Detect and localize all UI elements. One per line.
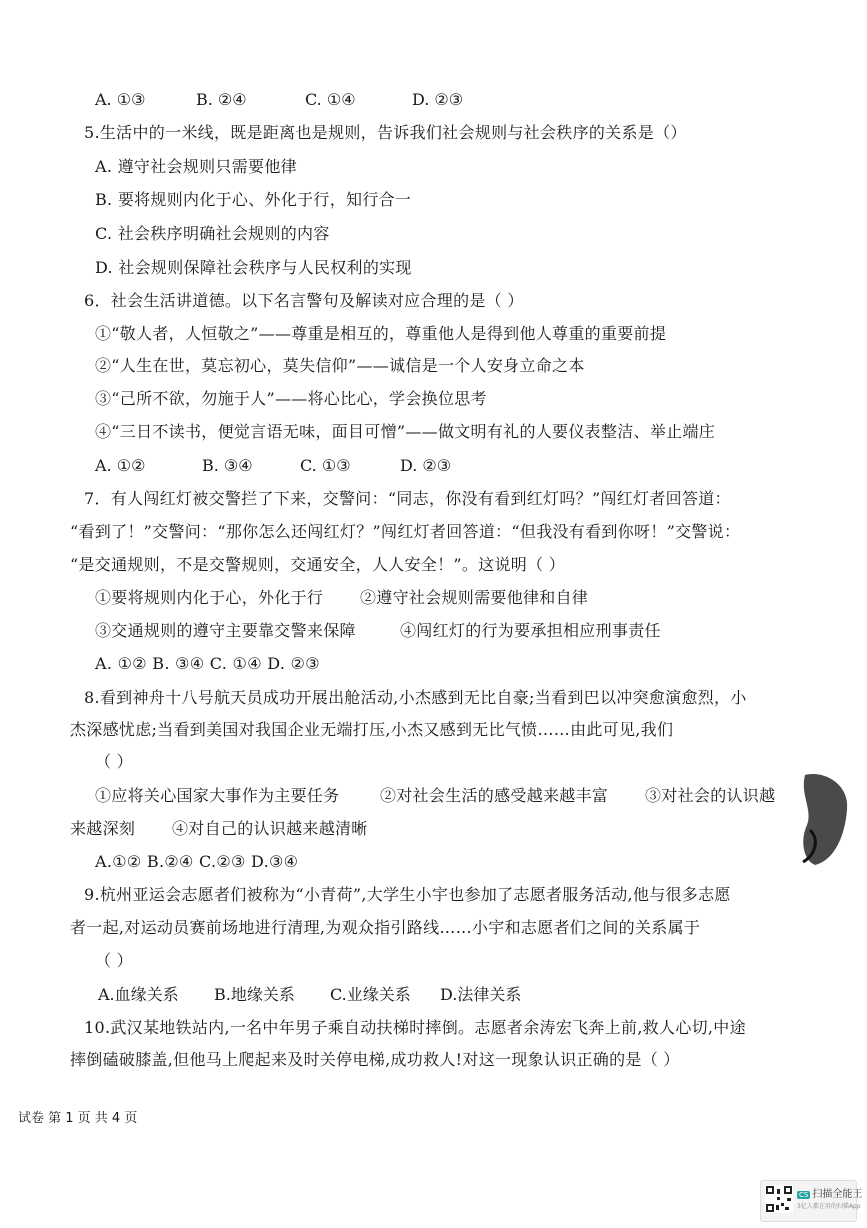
q4-option-b: B. ②④ <box>196 90 247 109</box>
q8-stem-line-2: 杰深感忧虑;当看到美国对我国企业无端打压,小杰又感到无比气愤……由此可见,我们 <box>70 720 674 739</box>
scanner-badge: CS <box>799 1191 809 1199</box>
qr-code-icon <box>765 1185 793 1213</box>
q7-item-2: ②遵守社会规则需要他律和自律 <box>360 588 589 607</box>
q9-stem-line-1: 9.杭州亚运会志愿者们被称为“小青荷”,大学生小宇也参加了志愿者服务活动,他与很多志愿 <box>84 885 731 904</box>
q9-stem-line-2: 者一起,对运动员赛前场地进行清理,为观众指引路线……小宇和志愿者们之间的关系属于 <box>70 918 701 937</box>
q8-stem-line-1: 8.看到神舟十八号航天员成功开展出舱活动,小杰感到无比自豪;当看到巴以冲突愈演愈烈，小 <box>84 688 747 707</box>
scanner-tagline: 3亿人都在用的扫描App <box>797 1203 861 1210</box>
q5-option-b: B. 要将规则内化于心、外化于行，知行合一 <box>95 190 412 209</box>
q5-stem: 5.生活中的一米线，既是距离也是规则，告诉我们社会规则与社会秩序的关系是（） <box>84 123 687 142</box>
q7-item-4: ④闯红灯的行为要承担相应刑事责任 <box>400 621 661 640</box>
q8-item-3: ③对社会的认识越 <box>645 786 776 805</box>
q5-option-c: C. 社会秩序明确社会规则的内容 <box>95 224 330 243</box>
q7-item-1: ①要将规则内化于心，外化于行 <box>95 588 324 607</box>
q9-answer-blank: （ ） <box>95 951 133 970</box>
scanner-brand-name: 扫描全能王 <box>812 1189 863 1200</box>
q8-item-1: ①应将关心国家大事作为主要任务 <box>95 786 340 805</box>
q9-option-c: C.业缘关系 <box>330 985 411 1004</box>
q8-answer-blank: （ ） <box>95 752 133 771</box>
q6-item-4: ④“三日不读书，便觉言语无味，面目可憎”——做文明有礼的人要仪表整洁、举止端庄 <box>95 422 716 441</box>
q7-options: A. ①② B. ③④ C. ①④ D. ②③ <box>95 654 320 673</box>
q7-stem-line-3: “是交通规则，不是交警规则，交通安全，人人安全！”。这说明（ ） <box>70 555 566 574</box>
q10-stem-line-2: 摔倒磕破膝盖,但他马上爬起来及时关停电梯,成功救人!对这一现象认识正确的是（ ） <box>70 1050 680 1069</box>
q8-item-4: ④对自己的认识越来越清晰 <box>172 819 368 838</box>
scanner-brand <box>797 1185 862 1200</box>
q7-stem-line-2: “看到了！”交警问：“那你怎么还闯红灯？”闯红灯者回答道：“但我没有看到你呀！”交警说： <box>70 522 741 541</box>
q8-item-3-cont: 来越深刻 <box>70 819 136 838</box>
q4-option-d: D. ②③ <box>412 90 464 109</box>
scan-smudge <box>795 770 855 870</box>
q6-option-d: D. ②③ <box>400 456 452 475</box>
q8-item-2: ②对社会生活的感受越来越丰富 <box>380 786 609 805</box>
q7-stem-line-1: 7．有人闯红灯被交警拦了下来，交警问：“同志，你没有看到红灯吗？”闯红灯者回答道： <box>84 489 731 508</box>
q6-item-1: ①“敬人者，人恒敬之”——尊重是相互的，尊重他人是得到他人尊重的重要前提 <box>95 324 667 343</box>
page-footer: 试卷 第 1 页 共 4 页 <box>18 1111 138 1126</box>
q5-option-a: A. 遵守社会规则只需要他律 <box>95 157 297 176</box>
q8-options: A.①② B.②④ C.②③ D.③④ <box>95 852 299 871</box>
q6-option-b: B. ③④ <box>202 456 253 475</box>
q7-item-3: ③交通规则的遵守主要靠交警来保障 <box>95 621 356 640</box>
q4-option-c: C. ①④ <box>305 90 356 109</box>
scanner-watermark <box>760 1180 863 1222</box>
q6-item-3: ③“己所不欲，勿施于人”——将心比心，学会换位思考 <box>95 389 487 408</box>
q9-option-d: D.法律关系 <box>440 985 522 1004</box>
q9-option-a: A.血缘关系 <box>98 985 179 1004</box>
q6-item-2: ②“人生在世，莫忘初心，莫失信仰”——诚信是一个人安身立命之本 <box>95 356 585 375</box>
q6-option-a: A. ①② <box>95 456 146 475</box>
q5-option-d: D. 社会规则保障社会秩序与人民权利的实现 <box>95 258 412 277</box>
q10-stem-line-1: 10.武汉某地铁站内,一名中年男子乘自动扶梯时摔倒。志愿者余涛宏飞奔上前,救人心切,中途 <box>84 1018 746 1037</box>
q9-option-b: B.地缘关系 <box>214 985 295 1004</box>
q6-stem: 6．社会生活讲道德。以下名言警句及解读对应合理的是（ ） <box>84 291 524 310</box>
q4-option-a: A. ①③ <box>95 90 146 109</box>
q6-option-c: C. ①③ <box>300 456 351 475</box>
